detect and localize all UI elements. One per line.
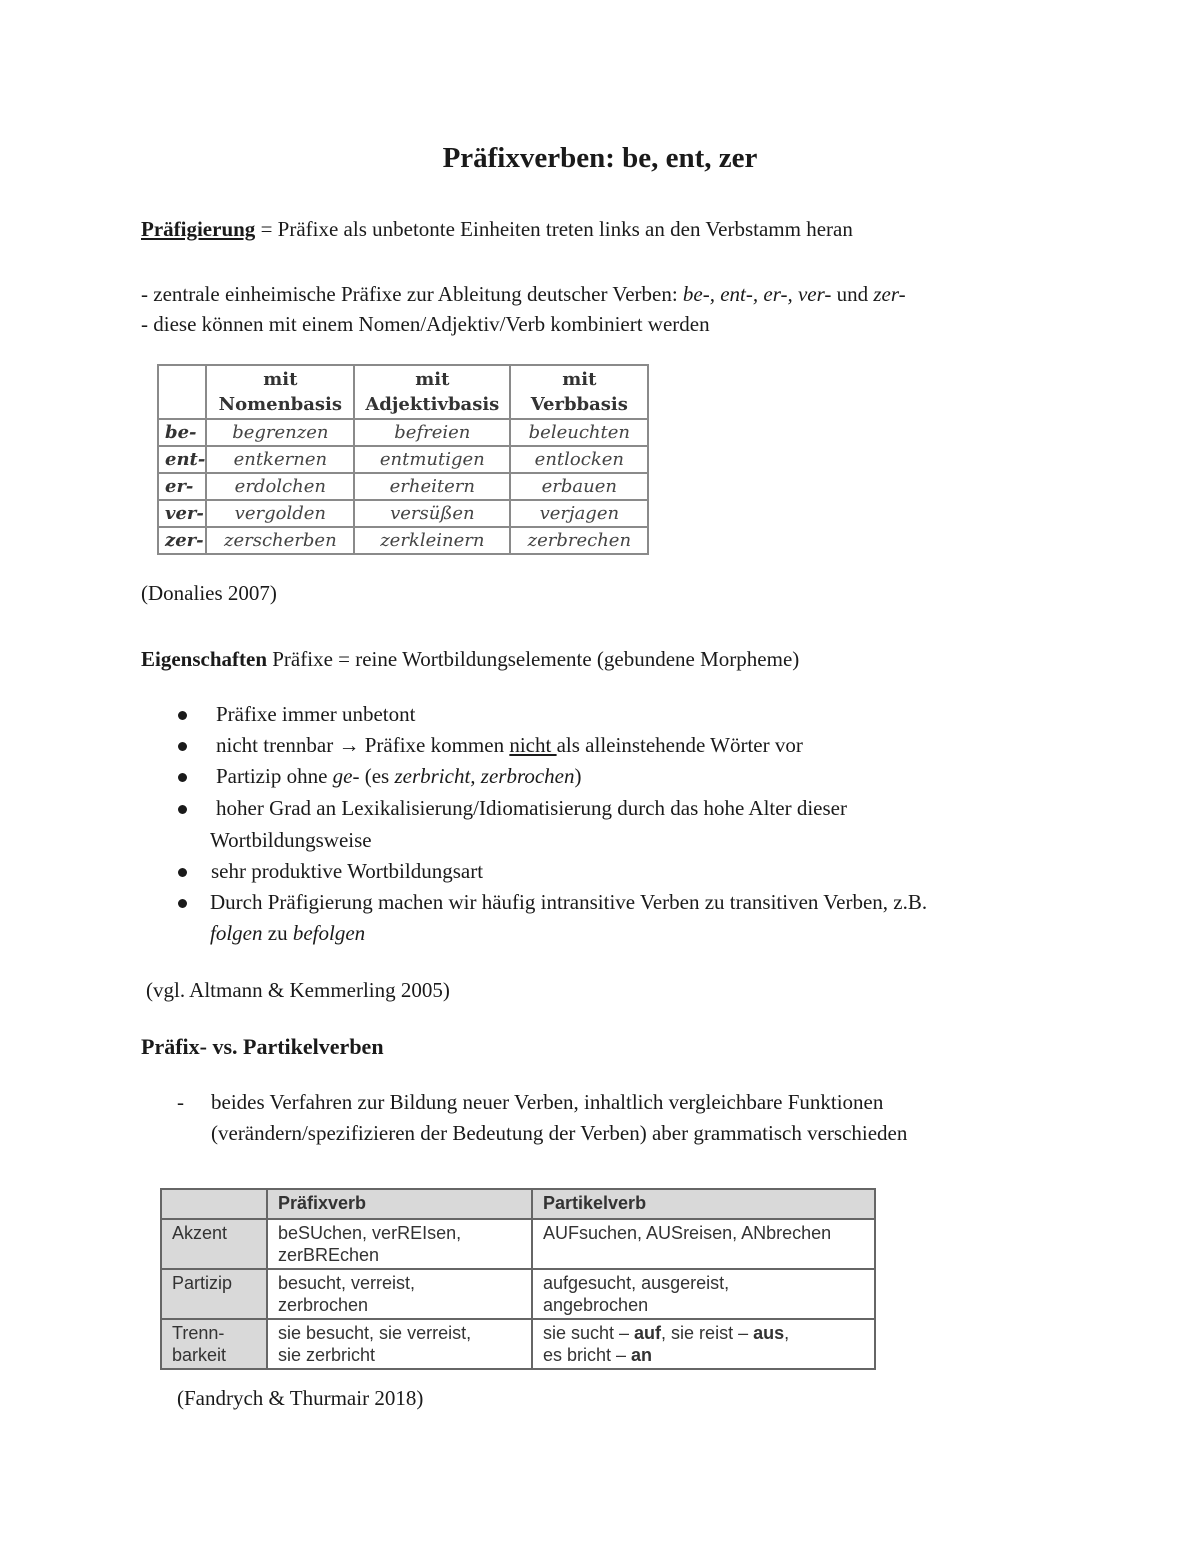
- section-heading-praefix-partikel: Präfix- vs. Partikelverben: [141, 1034, 384, 1059]
- row-label: Akzent: [161, 1219, 267, 1269]
- table-cell: versüßen: [354, 500, 510, 527]
- bullet-item-6-line-2: [210, 921, 365, 946]
- citation-altmann: (vgl. Altmann & Kemmerling 2005): [146, 978, 450, 1002]
- bullet-item-3: [216, 764, 582, 789]
- table-cell: entmutigen: [354, 446, 510, 473]
- bullet-item-1: Präfixe immer unbetont: [216, 702, 416, 726]
- table-cell: entkernen: [206, 446, 354, 473]
- praefigierung-text: = Präfixe als unbetonte Einheiten treten links an den Verbstamm heran: [260, 217, 853, 241]
- bullet-item-4-line-2: Wortbildungsweise: [210, 828, 372, 852]
- bullet-icon: [178, 711, 187, 720]
- table-cell: sie besucht, sie verreist, sie zerbricht: [267, 1319, 532, 1369]
- table-cell: AUFsuchen, AUSreisen, ANbrechen: [532, 1219, 875, 1269]
- table-cell: erdolchen: [206, 473, 354, 500]
- section3-item-line-2: (verändern/spezifizieren der Bedeutung der Verben) aber grammatisch verschieden: [211, 1121, 908, 1145]
- bullet-item-5: sehr produktive Wortbildungsart: [211, 859, 484, 883]
- bullet-3-ge: ge-: [332, 764, 360, 788]
- row-prefix: zer-: [158, 527, 206, 554]
- table-cell: beSUchen, verREIsen, zerBREchen: [267, 1219, 532, 1269]
- zu-text: zu: [262, 921, 293, 945]
- bullet-icon: [178, 868, 187, 877]
- row-prefix: ent-: [158, 446, 206, 473]
- prefix-table: [157, 364, 649, 555]
- bullet-3-end: ): [574, 764, 582, 788]
- eigenschaften-term: Eigenschaften: [141, 647, 267, 671]
- citation-fandrych: (Fandrych & Thurmair 2018): [177, 1386, 424, 1410]
- header-nomenbasis: mit Nomenbasis: [206, 365, 354, 419]
- table-cell: verjagen: [510, 500, 648, 527]
- table-cell: zerbrechen: [510, 527, 648, 554]
- header-empty: [158, 365, 206, 419]
- prefix-table-header: [158, 365, 648, 419]
- dash-line-1: [141, 282, 906, 307]
- row-prefix: er-: [158, 473, 206, 500]
- header-adjektivbasis: mit Adjektivbasis: [354, 365, 510, 419]
- table-row: [158, 527, 648, 554]
- section3-dash: -: [177, 1090, 184, 1114]
- table-row: [158, 419, 648, 446]
- praefigierung-definition: [141, 217, 853, 242]
- row-prefix: ver-: [158, 500, 206, 527]
- bullet-3-example: zerbricht, zerbrochen: [394, 764, 575, 788]
- bullet-2-text-end: als alleinstehende Wörter vor: [556, 733, 803, 757]
- header-empty: [161, 1189, 267, 1219]
- bullet-icon: [178, 805, 187, 814]
- table-cell: zerscherben: [206, 527, 354, 554]
- praefix-partikel-table: [160, 1188, 876, 1370]
- bullet-icon: [178, 773, 187, 782]
- table-cell: aufgesucht, ausgereist, angebrochen: [532, 1269, 875, 1319]
- bullet-2-underlined: nicht: [509, 733, 557, 757]
- eigenschaften-line: [141, 647, 799, 672]
- table-row-partizip: [161, 1269, 875, 1319]
- bullet-3-mid: (es: [359, 764, 395, 788]
- table-row: [158, 500, 648, 527]
- page-title: Präfixverben: be, ent, zer: [442, 142, 758, 174]
- table-cell: begrenzen: [206, 419, 354, 446]
- table-row: [158, 446, 648, 473]
- table2-header: [161, 1189, 875, 1219]
- section3-item-line-1: beides Verfahren zur Bildung neuer Verben, inhaltlich vergleichbare Funktionen: [211, 1090, 884, 1114]
- bullet-item-4-line-1: hoher Grad an Lexikalisierung/Idiomatisierung durch das hohe Alter dieser: [216, 796, 847, 820]
- prefix-zer: zer-: [873, 282, 906, 306]
- citation-donalies: (Donalies 2007): [141, 581, 277, 605]
- table-row-trennbarkeit: [161, 1319, 875, 1369]
- table-cell: besucht, verreist, zerbrochen: [267, 1269, 532, 1319]
- bullet-icon: [178, 742, 187, 751]
- bullet-3-text: Partizip ohne: [216, 764, 333, 788]
- bullet-icon: [178, 899, 187, 908]
- dash-line-1-text: - zentrale einheimische Präfixe zur Ableitung deutscher Verben:: [141, 282, 683, 306]
- table-cell: entlocken: [510, 446, 648, 473]
- table-cell: erheitern: [354, 473, 510, 500]
- example-befolgen: befolgen: [292, 921, 366, 945]
- example-folgen: folgen: [210, 921, 263, 945]
- bullet-item-6-line-1: Durch Präfigierung machen wir häufig intransitive Verben zu transitiven Verben, z.B.: [210, 890, 928, 914]
- dash-line-2: - diese können mit einem Nomen/Adjektiv/Verb kombiniert werden: [141, 312, 710, 336]
- prefix-list: be-, ent-, er-, ver-: [682, 282, 832, 306]
- row-label: Partizip: [161, 1269, 267, 1319]
- table-cell: befreien: [354, 419, 510, 446]
- bullet-item-2: [216, 733, 803, 758]
- bullet-2-text: nicht trennbar → Präfixe kommen: [216, 733, 510, 757]
- und-text: und: [831, 282, 874, 306]
- table-cell: zerkleinern: [354, 527, 510, 554]
- header-partikelverb: Partikelverb: [532, 1189, 875, 1219]
- table-row: [158, 473, 648, 500]
- eigenschaften-text: Präfixe = reine Wortbildungselemente (gebundene Morpheme): [267, 647, 800, 671]
- praefigierung-term: Präfigierung: [141, 217, 256, 241]
- table-row-akzent: [161, 1219, 875, 1269]
- table-cell: beleuchten: [510, 419, 648, 446]
- header-praefixverb: Präfixverb: [267, 1189, 532, 1219]
- header-verbbasis: mit Verbbasis: [510, 365, 648, 419]
- table-cell: erbauen: [510, 473, 648, 500]
- row-prefix: be-: [158, 419, 206, 446]
- table-cell: sie sucht – auf, sie reist – aus, es bricht – an: [532, 1319, 875, 1369]
- row-label: Trenn- barkeit: [161, 1319, 267, 1369]
- table-cell: vergolden: [206, 500, 354, 527]
